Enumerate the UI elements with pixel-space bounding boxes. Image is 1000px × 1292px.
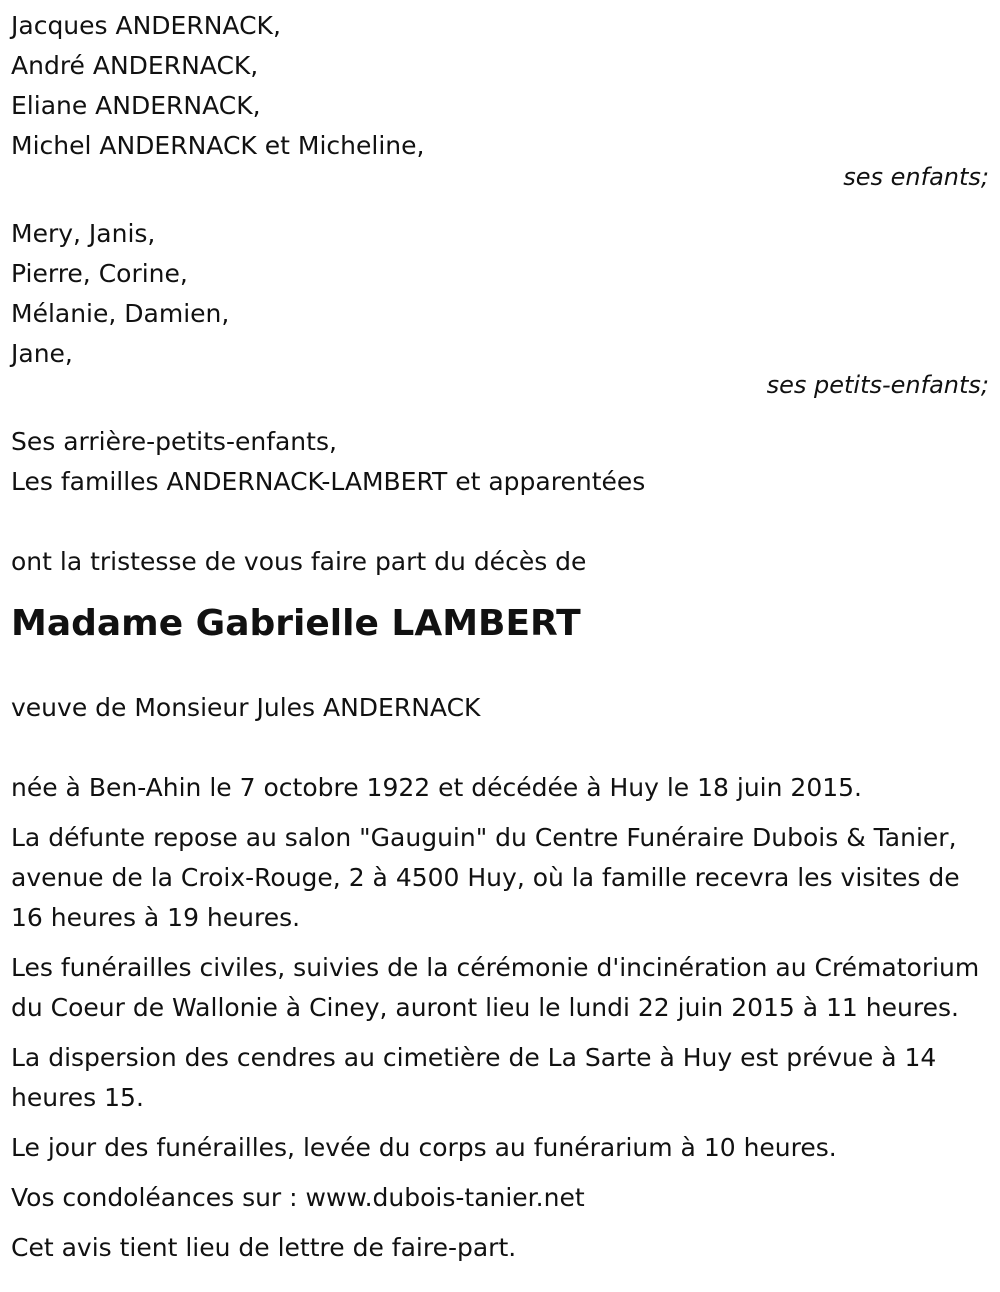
child-name: Michel ANDERNACK et Micheline, xyxy=(11,131,425,160)
funeral-paragraph: Les funérailles civiles, suivies de la cérémonie d'incinération au Crématorium du Coeur de Wallonie à Ciney, auront lieu le lundi 22 juin 2015 à 11 heures. xyxy=(11,953,980,1022)
condolences-paragraph: Vos condoléances sur : www.dubois-tanier.net xyxy=(11,1183,585,1212)
relative-line: Ses arrière-petits-enfants, xyxy=(11,427,337,456)
grandchild-name: Mery, Janis, xyxy=(11,219,156,248)
children-list xyxy=(11,6,991,192)
child-name: André ANDERNACK, xyxy=(11,51,259,80)
notice-paragraph: Cet avis tient lieu de lettre de faire-part. xyxy=(11,1233,517,1262)
child-name: Eliane ANDERNACK, xyxy=(11,91,261,120)
repose-paragraph: La défunte repose au salon "Gauguin" du Centre Funéraire Dubois & Tanier, avenue de la Croix-Rouge, 2 à 4500 Huy, où la famille recevra les visites de 16 heures à 19 heures. xyxy=(11,823,960,932)
birth-death-paragraph: née à Ben-Ahin le 7 octobre 1922 et décédée à Huy le 18 juin 2015. xyxy=(11,773,862,802)
ashes-paragraph: La dispersion des cendres au cimetière de La Sarte à Huy est prévue à 14 heures 15. xyxy=(11,1043,937,1112)
obituary-notice xyxy=(11,6,991,1278)
relative-line: Les familles ANDERNACK-LAMBERT et apparentées xyxy=(11,467,646,496)
announcement-text: ont la tristesse de vous faire part du décès de xyxy=(11,547,587,576)
details-section xyxy=(11,768,991,1268)
body-removal-paragraph: Le jour des funérailles, levée du corps au funérarium à 10 heures. xyxy=(11,1133,837,1162)
widow-of-text: veuve de Monsieur Jules ANDERNACK xyxy=(11,693,481,722)
grandchild-name: Pierre, Corine, xyxy=(11,259,188,288)
grandchild-name: Mélanie, Damien, xyxy=(11,299,230,328)
grandchildren-list xyxy=(11,214,991,400)
child-name: Jacques ANDERNACK, xyxy=(11,11,281,40)
deceased-name: Madame Gabrielle LAMBERT xyxy=(11,603,581,644)
grandchild-name: Jane, xyxy=(11,339,73,368)
children-role-label: ses enfants; xyxy=(843,163,989,191)
other-relatives xyxy=(11,422,991,502)
grandchildren-role-label: ses petits-enfants; xyxy=(766,371,989,399)
